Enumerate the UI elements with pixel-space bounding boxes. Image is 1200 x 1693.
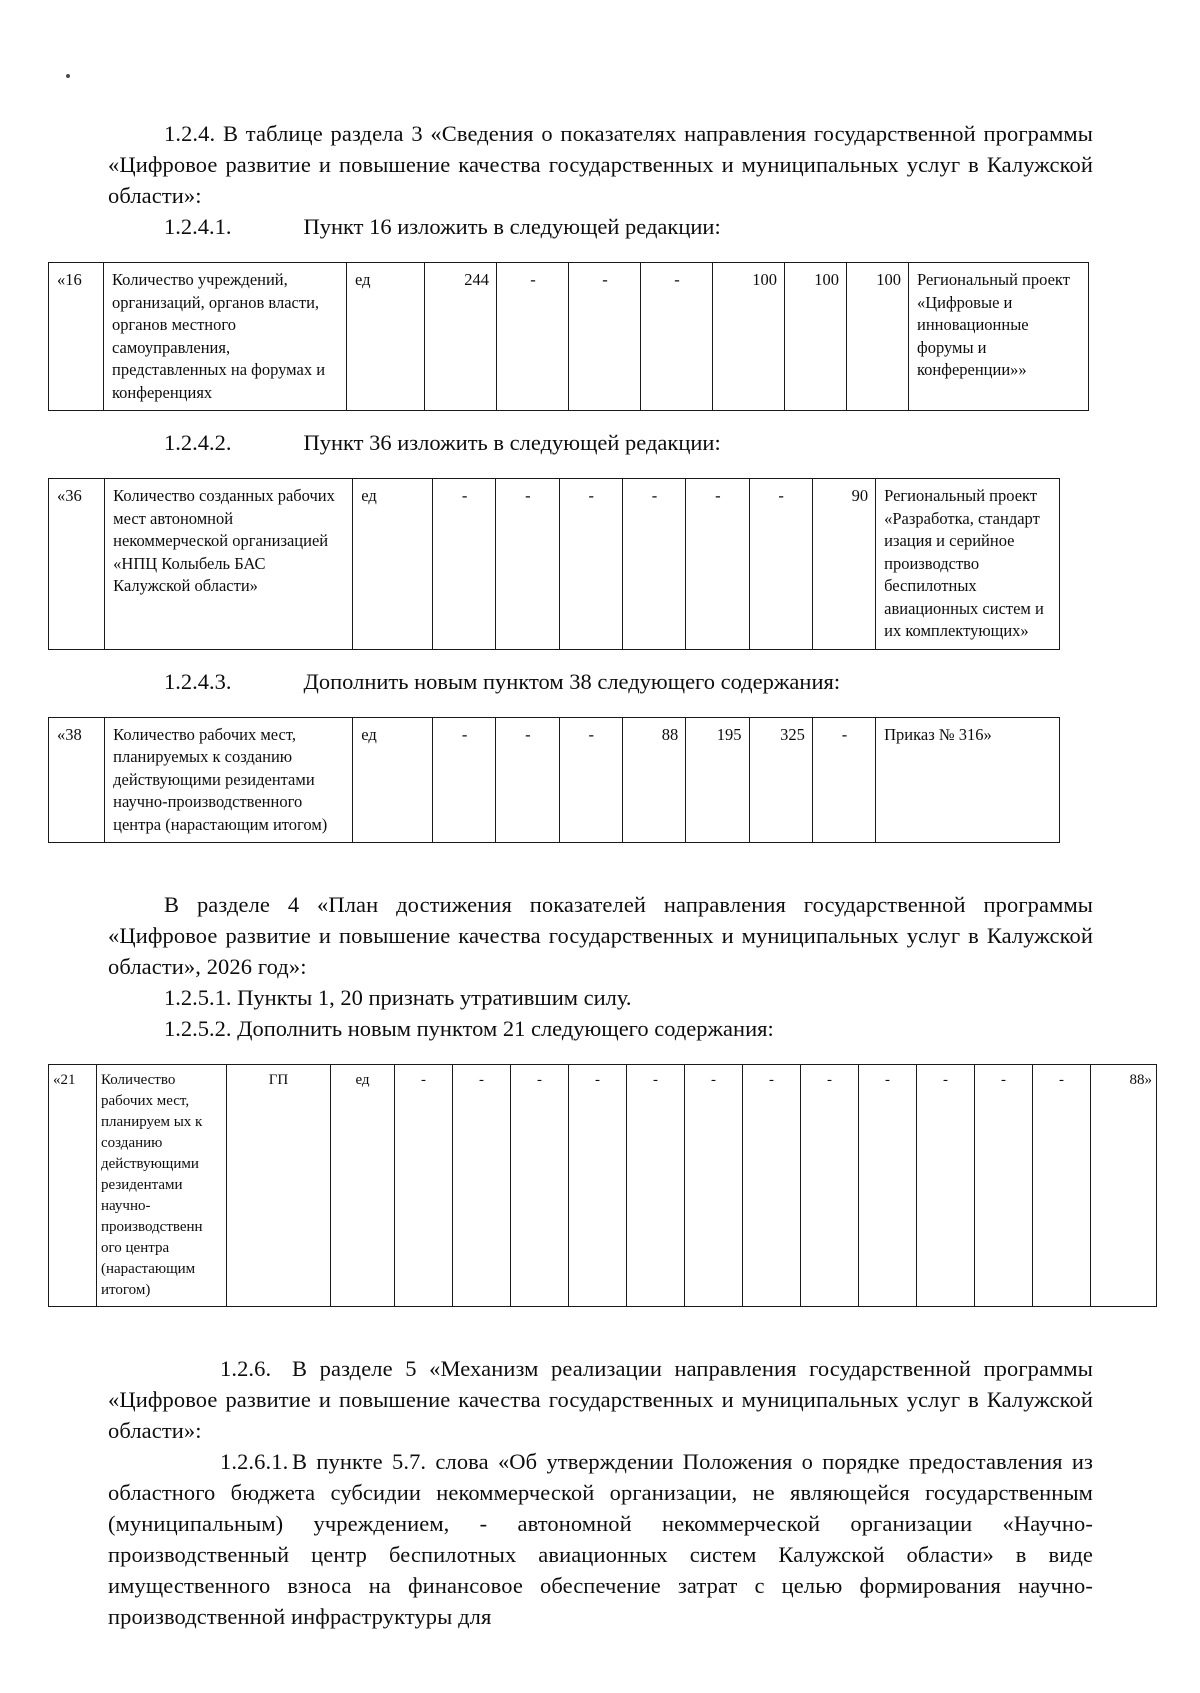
spacer [108, 1044, 1093, 1064]
paragraph-1-2-4-1-body: Пункт 16 изложить в следующей редакции: [303, 214, 721, 239]
cell-item-number: «38 [49, 717, 105, 843]
paragraph-1-2-6-1-body: В пункте 5.7. слова «Об утверждении Положения о порядке предоставления из областного бюджета субсидии некоммерческой организации, не являющейся государственным (муниципальным) учреждением, - автономной некоммерческой организации «Научно-производственный центр беспилотных авиационных систем Калужской области» в виде имущественного взноса на финансовое обеспечение затрат с целью формирования научно-производственной инфраструктуры для [108, 1449, 1093, 1629]
paragraph-1-2-6-number: 1.2.6. [220, 1356, 272, 1381]
paragraph-1-2-5-1: 1.2.5.1. Пункты 1, 20 признать утратившим силу. [164, 985, 632, 1010]
paragraph-1-2-4-1 [108, 211, 1093, 242]
cell-value-2: - [559, 717, 622, 843]
cell-value-12: 88» [1091, 1065, 1157, 1307]
spacer [108, 650, 1093, 666]
cell-value-5: 100 [785, 263, 847, 411]
paragraph-1-2-6-1-number: 1.2.6.1. [220, 1449, 289, 1474]
cell-value-8: - [859, 1065, 917, 1307]
table-row [49, 1065, 1157, 1307]
cell-value-2: - [511, 1065, 569, 1307]
paragraph-1-2-4-2-number: 1.2.4.2. [164, 430, 232, 455]
spacer [108, 843, 1093, 889]
paragraph-1-2-6-1 [108, 1446, 1093, 1632]
spacer [108, 411, 1093, 427]
cell-value-0: - [395, 1065, 453, 1307]
page-content [53, 118, 1152, 1632]
cell-value-0: - [432, 479, 495, 650]
cell-value-5: 325 [749, 717, 812, 843]
cell-item-number: «16 [49, 263, 104, 411]
cell-type: ГП [227, 1065, 331, 1307]
cell-note: Региональный проект «Цифровые и инновационные форумы и конференции»» [909, 263, 1089, 411]
paragraph-1-2-6 [108, 1353, 1093, 1446]
cell-value-6: - [812, 717, 875, 843]
cell-indicator-name: Количество рабочих мест, планируем ых к созданию действующими резидентами научно-производственн ого центра (нарастающим итогом) [97, 1065, 227, 1307]
paragraph-1-2-5: В разделе 4 «План достижения показателей направления государственной программы «Цифровое развитие и повышение качества государственных и муниципальных услуг в Калужской области», 2026 год»: [108, 892, 1093, 979]
cell-value-4: 195 [686, 717, 749, 843]
cell-unit: ед [353, 479, 433, 650]
cell-value-6: 100 [847, 263, 909, 411]
paragraph-1-2-4: 1.2.4. В таблице раздела 3 «Сведения о показателях направления государственной программы «Цифровое развитие и повышение качества государственных и муниципальных услуг в Калужской области»: [108, 121, 1093, 208]
cell-value-3: - [622, 479, 685, 650]
cell-item-number: «36 [49, 479, 105, 650]
paragraph-1-2-4-3-number: 1.2.4.3. [164, 668, 232, 694]
cell-value-6: 90 [812, 479, 875, 650]
table-item-38 [48, 717, 1060, 844]
cell-unit: ед [353, 717, 433, 843]
cell-value-1: - [496, 717, 559, 843]
table-item-21 [48, 1064, 1157, 1307]
paragraph-1-2-4-2 [108, 427, 1093, 458]
paragraph-1-2-4-3 [108, 666, 1093, 697]
table-row [49, 479, 1060, 650]
cell-value-0: - [432, 717, 495, 843]
cell-unit: ед [331, 1065, 395, 1307]
cell-value-1: - [453, 1065, 511, 1307]
spacer [108, 1307, 1093, 1353]
cell-value-6: - [743, 1065, 801, 1307]
cell-value-5: - [685, 1065, 743, 1307]
cell-value-1: - [496, 479, 559, 650]
paragraph-1-2-4-2-body: Пункт 36 изложить в следующей редакции: [303, 430, 721, 455]
cell-value-9: - [917, 1065, 975, 1307]
cell-value-2: - [559, 479, 622, 650]
cell-indicator-name: Количество учреждений, организаций, органов власти, органов местного самоуправления, представленных на форумах и конференциях [104, 263, 347, 411]
spacer [108, 697, 1093, 717]
cell-unit: ед [347, 263, 425, 411]
cell-value-3: 88 [622, 717, 685, 843]
cell-value-11: - [1033, 1065, 1091, 1307]
table-item-16 [48, 262, 1089, 411]
cell-value-5: - [749, 479, 812, 650]
table-row [49, 717, 1060, 843]
cell-value-7: - [801, 1065, 859, 1307]
cell-item-number: «21 [49, 1065, 97, 1307]
cell-indicator-name: Количество созданных рабочих мест автономной некоммерческой организацией «НПЦ Колыбель БАС Калужской области» [105, 479, 353, 650]
spacer [108, 458, 1093, 478]
cell-value-4: - [627, 1065, 685, 1307]
cell-value-0: 244 [425, 263, 497, 411]
cell-value-4: 100 [713, 263, 785, 411]
cell-note: Региональный проект «Разработка, стандарт изация и серийное производство беспилотных авиационных систем и их комплектующих» [876, 479, 1060, 650]
cell-value-3: - [569, 1065, 627, 1307]
spacer [108, 242, 1093, 262]
cell-value-4: - [686, 479, 749, 650]
cell-indicator-name: Количество рабочих мест, планируемых к созданию действующими резидентами научно-производственного центра (нарастающим итогом) [105, 717, 353, 843]
paragraph-1-2-4-3-body: Дополнить новым пунктом 38 следующего содержания: [303, 668, 841, 694]
cell-note: Приказ № 316» [876, 717, 1060, 843]
paragraph-1-2-4-1-number: 1.2.4.1. [164, 214, 232, 239]
table-item-36 [48, 478, 1060, 650]
cell-value-3: - [641, 263, 713, 411]
paragraph-1-2-5-2: 1.2.5.2. Дополнить новым пунктом 21 следующего содержания: [164, 1016, 774, 1041]
scan-artifact-dot [66, 74, 70, 78]
cell-value-2: - [569, 263, 641, 411]
cell-value-10: - [975, 1065, 1033, 1307]
cell-value-1: - [497, 263, 569, 411]
paragraph-1-2-6-body: В разделе 5 «Механизм реализации направления государственной программы «Цифровое развитие и повышение качества государственных и муниципальных услуг в Калужской области»: [108, 1356, 1093, 1443]
table-row [49, 263, 1089, 411]
